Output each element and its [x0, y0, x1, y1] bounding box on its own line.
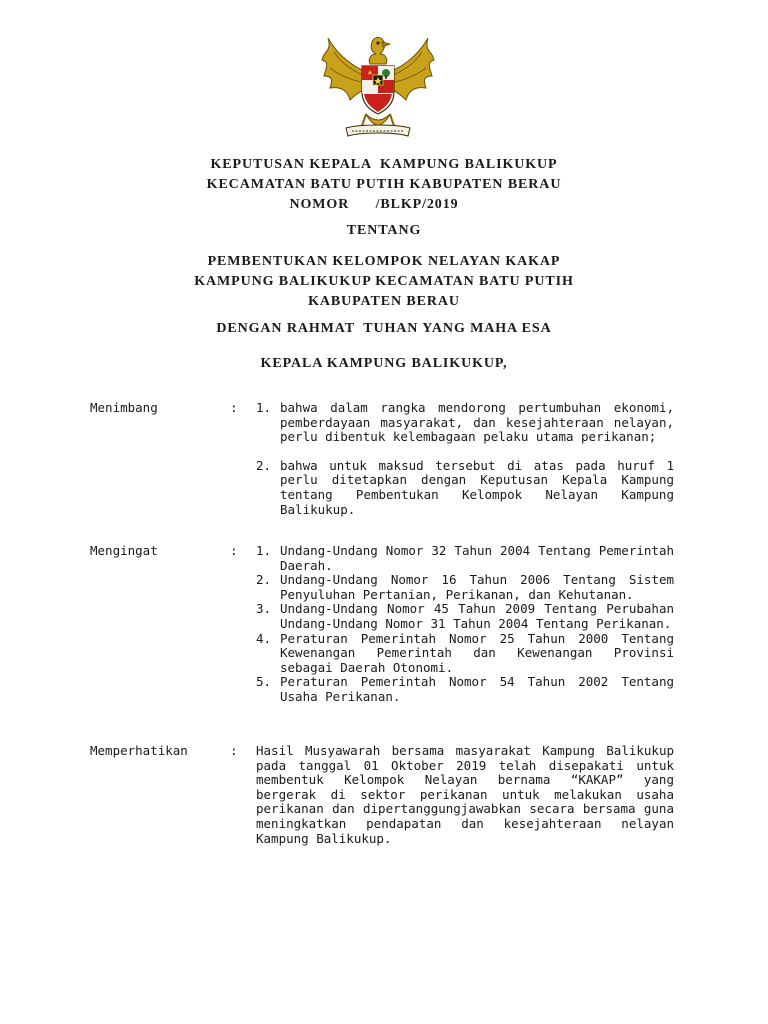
list-item-text: Undang-Undang Nomor 32 Tahun 2004 Tentang Pemerintah Daerah. [280, 543, 674, 573]
list-item [256, 632, 674, 676]
list-item-number: 2. [256, 457, 272, 473]
memperhatikan-colon: : [230, 743, 238, 758]
invocation: DENGAN RAHMAT TUHAN YANG MAHA ESA [216, 321, 552, 336]
list-item [256, 544, 674, 573]
authority-block [0, 355, 768, 372]
decree-number: NOMOR /BLKP/2019 [289, 197, 459, 212]
invocation-block [0, 320, 768, 337]
list-item [256, 602, 674, 631]
list-item-number: 5. [256, 674, 272, 690]
list-item-number: 1. [256, 543, 272, 558]
list-item-text: Peraturan Pemerintah Nomor 54 Tahun 2002 Tentang Usaha Perikanan. [280, 674, 674, 704]
list-item-number: 2. [256, 572, 272, 588]
about-heading [0, 222, 768, 239]
garuda-pancasila-emblem-icon [316, 30, 440, 142]
subject-line-3: KABUPATEN BERAU [308, 294, 460, 309]
mengingat-colon: : [230, 543, 238, 558]
title-line-2: KECAMATAN BATU PUTIH KABUPATEN BERAU [206, 177, 562, 192]
authority: KEPALA KAMPUNG BALIKUKUP, [260, 356, 508, 371]
list-item-text: bahwa untuk maksud tersebut di atas pada huruf 1 perlu ditetapkan dengan Keputusan Kepala Kampung tentang Pembentukan Kelompok Nelayan Kampung Balikukup. [280, 457, 674, 517]
mengingat-label: Mengingat [90, 543, 158, 558]
list-item-number: 1. [256, 400, 272, 415]
list-item-number: 4. [256, 630, 272, 646]
list-item-text: Undang-Undang Nomor 45 Tahun 2009 Tentang Perubahan Undang-Undang Nomor 31 Tahun 2004 Tentang Perikanan. [280, 601, 674, 631]
list-item-text: bahwa dalam rangka mendorong pertumbuhan ekonomi, pemberdayaan masyarakat, dan kesejahteraan nelayan, perlu dibentuk kelembagaan pelaku utama perikanan; [280, 400, 674, 445]
list-item [256, 401, 674, 445]
memperhatikan-label: Memperhatikan [90, 743, 188, 758]
menimbang-colon: : [230, 400, 238, 415]
title-line-1: KEPUTUSAN KEPALA KAMPUNG BALIKUKUP [210, 157, 558, 172]
memperhatikan-text: Hasil Musyawarah bersama masyarakat Kampung Balikukup pada tanggal 01 Oktober 2019 telah disepakati untuk membentuk Kelompok Nelayan bernama “KAKAP” yang bergerak di sektor perikanan untuk melakukan usaha perikanan dan dipertanggungjawabkan secara bersama guna meningkatkan pendapatan dan kesejahteraan nelayan Kampung Balikukup. [256, 743, 674, 846]
list-item [256, 459, 674, 517]
title-block [0, 156, 768, 213]
list-item-number: 3. [256, 601, 272, 617]
list-item-text: Peraturan Pemerintah Nomor 25 Tahun 2000 Tentang Kewenangan Pemerintah dan Kewenangan Provinsi sebagai Daerah Otonomi. [280, 630, 674, 675]
subject-line-2: KAMPUNG BALIKUKUP KECAMATAN BATU PUTIH [194, 274, 574, 289]
menimbang-list [256, 401, 674, 517]
subject-line-1: PEMBENTUKAN KELOMPOK NELAYAN KAKAP [207, 254, 561, 269]
subject-block [0, 253, 768, 310]
list-item [256, 573, 674, 602]
about-label: TENTANG [346, 223, 422, 238]
list-item [256, 675, 674, 704]
list-item-text: Undang-Undang Nomor 16 Tahun 2006 Tentang Sistem Penyuluhan Pertanian, Perikanan, dan Kehutanan. [280, 572, 674, 602]
menimbang-label: Menimbang [90, 400, 158, 415]
mengingat-list [256, 544, 674, 705]
